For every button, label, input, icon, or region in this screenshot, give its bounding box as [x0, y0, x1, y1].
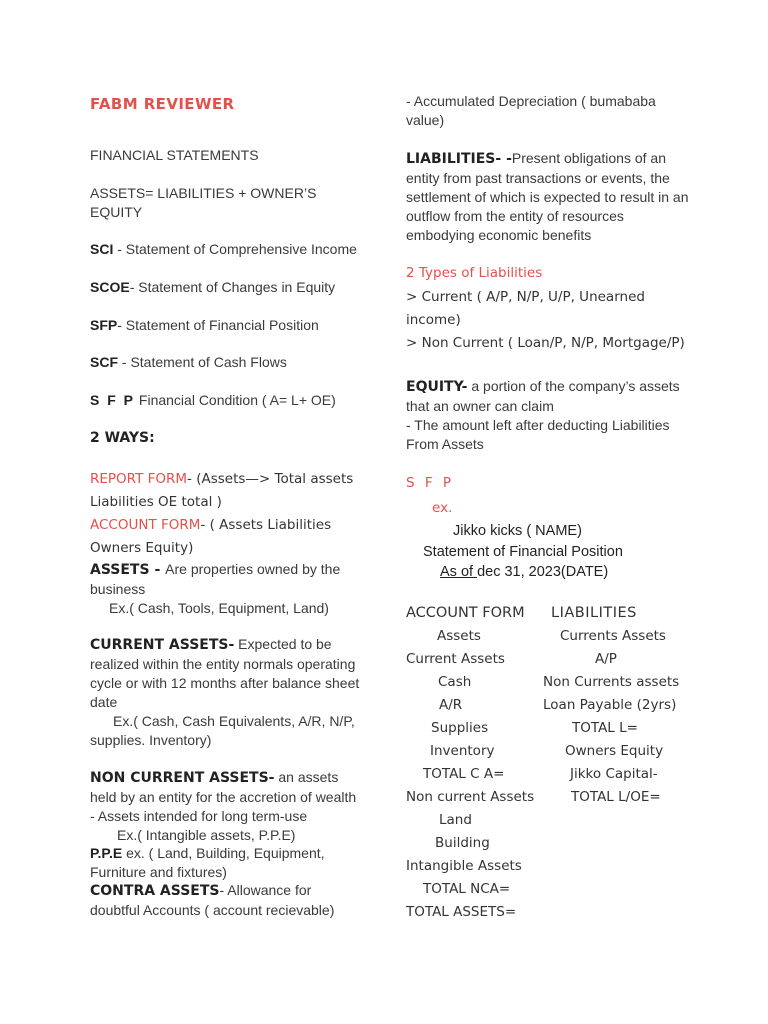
- row-left: Cash: [438, 674, 472, 690]
- financial-statements-heading: FINANCIAL STATEMENTS: [90, 147, 259, 163]
- row-right: Non Currents assets: [543, 674, 680, 690]
- example-statement-title: Statement of Financial Position: [423, 544, 623, 560]
- accounting-equation: ASSETS= LIABILITIES + OWNER’S EQUITY: [90, 185, 317, 220]
- table-row: [406, 605, 696, 628]
- table-row: [406, 789, 696, 812]
- table-row: [406, 881, 696, 904]
- row-left: Assets: [437, 628, 481, 644]
- row-left: Building: [435, 835, 490, 851]
- page-title: FABM REVIEWER: [90, 95, 235, 113]
- non-current-assets-example: Ex.( Intangible assets, P.P.E): [117, 827, 296, 843]
- row-right: Currents Assets: [560, 628, 666, 644]
- row-right: TOTAL L/OE=: [571, 789, 661, 805]
- table-row: [406, 812, 696, 835]
- account-form-text: - ( Assets Liabilities Owners Equity): [90, 517, 332, 556]
- account-form-label: ACCOUNT FORM: [90, 517, 201, 533]
- table-row: [406, 674, 696, 697]
- sfp-desc: - Statement of Financial Position: [117, 317, 319, 333]
- equity-label: EQUITY-: [406, 379, 468, 395]
- example-date-value: dec 31, 2023(DATE): [477, 564, 609, 580]
- liabilities-label: LIABILITIES- -: [406, 151, 512, 167]
- sfp-condition-desc: Financial Condition ( A= L+ OE): [135, 392, 336, 408]
- table-row: [406, 743, 696, 766]
- non-current-assets-label: NON CURRENT ASSETS-: [90, 770, 275, 786]
- scf-definition: [90, 353, 365, 372]
- equity-text: a portion of the company’s assets that an owner can claim: [406, 378, 680, 414]
- scoe-abbr: SCOE: [90, 279, 130, 295]
- row-right: TOTAL L=: [572, 720, 638, 736]
- account-form: [90, 514, 365, 560]
- ex-heading: ex.: [432, 500, 453, 516]
- assets-example: Ex.( Cash, Tools, Equipment, Land): [109, 600, 329, 616]
- row-right: Owners Equity: [565, 743, 664, 759]
- row-left: Land: [439, 812, 472, 828]
- row-left: Intangible Assets: [406, 858, 522, 874]
- scoe-desc: - Statement of Changes in Equity: [129, 279, 336, 295]
- table-row: [406, 697, 696, 720]
- row-left: TOTAL NCA=: [423, 881, 511, 897]
- contra-assets-text: - Allowance for doubtful Accounts ( account recievable): [90, 882, 335, 918]
- liabilities-header: LIABILITIES: [551, 605, 637, 621]
- current-assets-example: Ex.( Cash, Cash Equivalents, A/R, N/P, supplies. Inventory): [90, 713, 355, 748]
- contra-assets-label: CONTRA ASSETS: [90, 883, 220, 899]
- two-ways-heading: 2 WAYS:: [90, 430, 155, 446]
- ppe-text: ex. ( Land, Building, Equipment, Furniture and fixtures): [90, 845, 325, 880]
- table-row: [406, 835, 696, 858]
- table-row: [406, 720, 696, 743]
- ppe-label: P.P.E: [90, 845, 123, 861]
- report-form-text: - (Assets—> Total assets Liabilities OE total ): [90, 471, 354, 510]
- example-company-name: Jikko kicks ( NAME): [453, 523, 582, 539]
- assets-definition: [90, 560, 365, 618]
- liability-type-current: > Current ( A/P, N/P, U/P, Unearned income): [406, 289, 645, 328]
- row-right: Loan Payable (2yrs): [543, 697, 677, 713]
- row-left: Current Assets: [406, 651, 505, 667]
- account-form-header: ACCOUNT FORM: [406, 605, 525, 621]
- non-current-assets-text: an assets held by an entity for the accretion of wealth: [90, 769, 357, 805]
- row-left: Non current Assets: [406, 789, 535, 805]
- scf-desc: - Statement of Cash Flows: [118, 354, 287, 370]
- row-right: A/P: [595, 651, 617, 667]
- report-form-label: REPORT FORM: [90, 471, 188, 487]
- liabilities-definition: [406, 149, 691, 245]
- sci-abbr: SCI: [90, 241, 114, 257]
- row-left: A/R: [439, 697, 463, 713]
- example-date-prefix: As of: [440, 564, 478, 580]
- current-assets-definition: [90, 635, 365, 750]
- sci-definition: [90, 240, 365, 259]
- equity-definition: [406, 377, 691, 454]
- sci-desc: - Statement of Comprehensive Income: [113, 241, 357, 257]
- table-row: [406, 628, 696, 651]
- sfp-definition: [90, 316, 365, 335]
- current-assets-label: CURRENT ASSETS-: [90, 637, 235, 653]
- row-left: TOTAL C A=: [423, 766, 505, 782]
- sfp-abbr: SFP: [90, 317, 118, 333]
- sfp-example-heading: S F P: [406, 475, 455, 491]
- non-current-assets-line2: - Assets intended for long term-use: [90, 808, 308, 824]
- table-row: [406, 651, 696, 674]
- liability-type-non-current: > Non Current ( Loan/P, N/P, Mortgage/P): [406, 335, 685, 351]
- row-right: Jikko Capital-: [570, 766, 658, 782]
- equity-line2: - The amount left after deducting Liabilities From Assets: [406, 417, 670, 452]
- report-form: [90, 468, 365, 514]
- scoe-definition: [90, 278, 365, 297]
- row-left: TOTAL ASSETS=: [406, 904, 517, 920]
- current-assets-text: Expected to be realized within the entity normals operating cycle or with 12 months after balance sheet date: [90, 636, 360, 710]
- contra-assets-definition: [90, 881, 365, 920]
- assets-text: Are properties owned by the business: [90, 561, 341, 597]
- liability-types-heading: 2 Types of Liabilities: [406, 265, 543, 281]
- row-left: Inventory: [430, 743, 495, 759]
- scf-abbr: SCF: [90, 354, 118, 370]
- sfp-condition-abbr: S F P: [90, 392, 136, 408]
- sfp-condition: [90, 391, 365, 410]
- table-row: [406, 858, 696, 881]
- table-row: [406, 766, 696, 789]
- example-date: [440, 563, 725, 582]
- ppe-definition: [90, 844, 365, 882]
- assets-label: ASSETS -: [90, 562, 166, 578]
- table-row: [406, 904, 696, 927]
- row-left: Supplies: [431, 720, 489, 736]
- accumulated-depreciation: - Accumulated Depreciation ( bumababa value): [406, 93, 656, 128]
- non-current-assets-definition: [90, 768, 365, 845]
- liabilities-text: Present obligations of an entity from past transactions or events, the settlement of which is expected to result in an outflow from the entity of resources embodying economic benefits: [406, 150, 689, 243]
